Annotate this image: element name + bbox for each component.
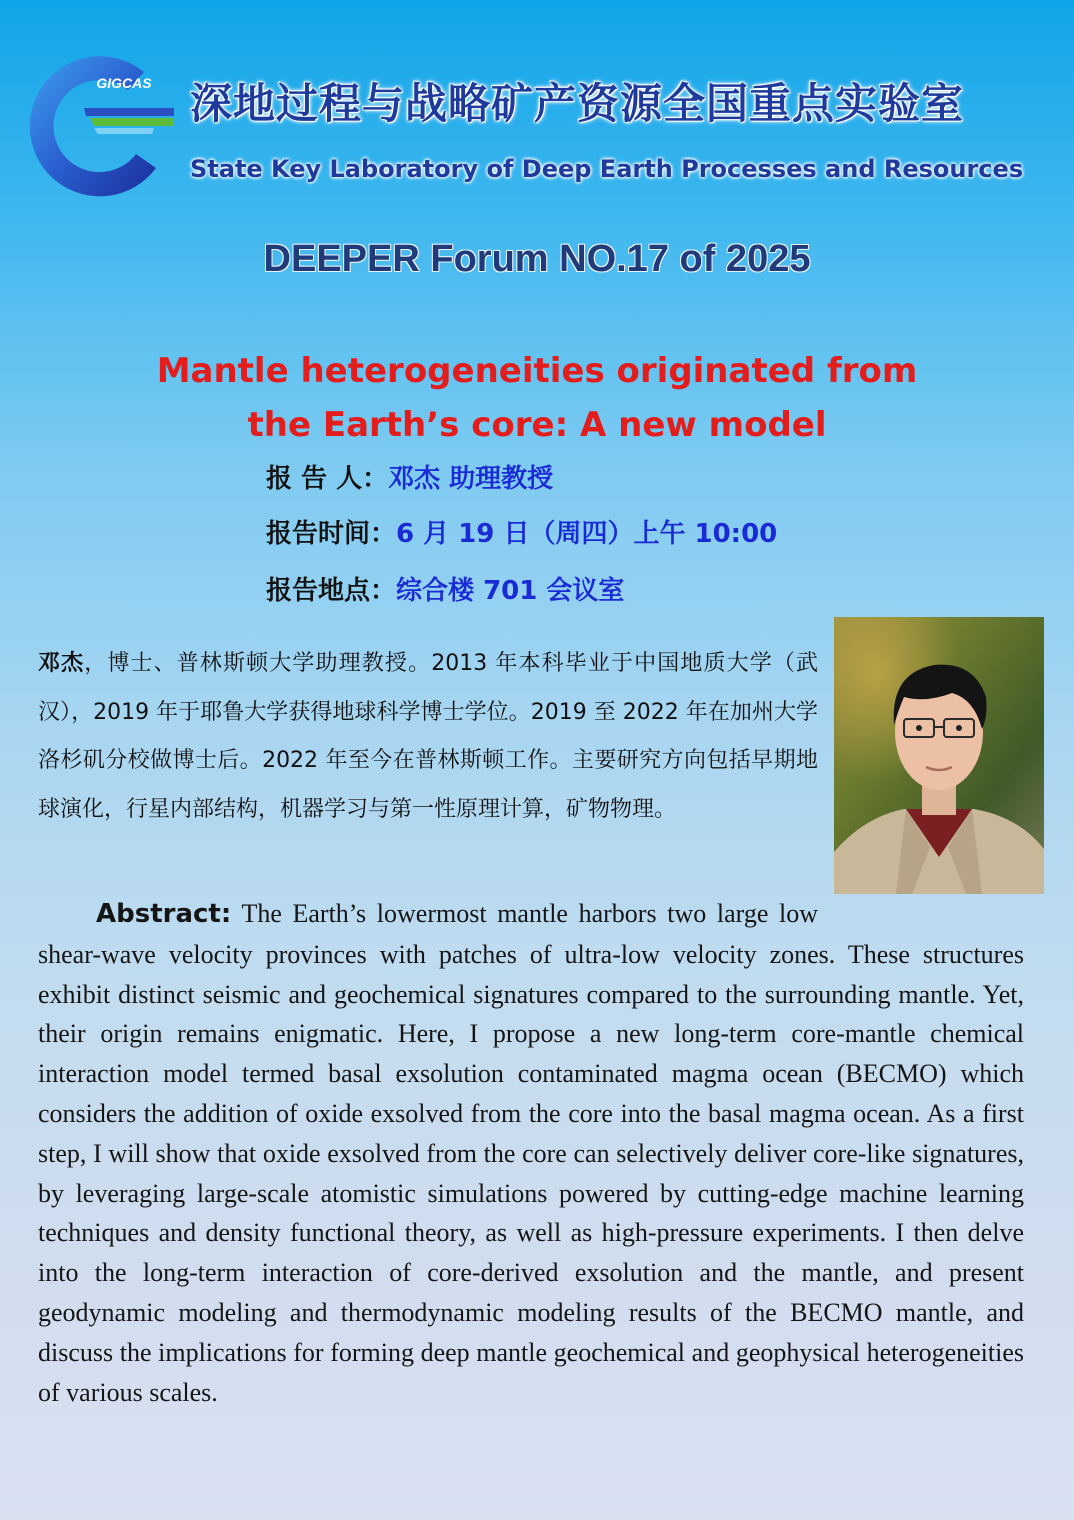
time-row — [266, 510, 777, 558]
institute-logo — [24, 50, 184, 200]
speaker-label: 报 告 人： — [266, 464, 389, 494]
bio-name: 邓杰 — [38, 651, 85, 676]
abstract — [38, 894, 1024, 1412]
logo-text: GIGCAS — [96, 75, 152, 91]
place-row — [266, 567, 624, 615]
photo-float-spacer — [818, 894, 1024, 930]
time-label: 报告时间： — [266, 519, 397, 549]
speaker-row — [266, 455, 553, 503]
speaker-photo — [834, 617, 1044, 894]
lab-name-english: State Key Laboratory of Deep Earth Processes and Resources — [190, 155, 1024, 183]
speaker-bio — [38, 640, 818, 834]
place-label: 报告地点： — [266, 576, 397, 606]
forum-title: DEEPER Forum NO.17 of 2025 — [263, 238, 811, 280]
abstract-text: The Earth’s lowermost mantle harbors two large low shear-wave velocity provinces with patches of ultra-low velocity zones. These structures exhibit distinct seismic and geochemical signatures compared to the surrounding mantle. Yet, their origin remains enigmatic. Here, I propose a new long-term core-mantle chemical interaction model termed basal exsolution contaminated magma ocean (BECMO) which considers the addition of oxide exsolved from the core into the basal magma ocean. As a first step, I will show that oxide exsolved from the core can selectively deliver core-like signatures, by leveraging large-scale atomistic simulations powered by cutting-edge machine learning techniques and density functional theory, as well as high-pressure experiments. I then delve into the long-term interaction of core-derived exsolution and the mantle, and present geodynamic modeling and thermodynamic modeling results of the BECMO mantle, and discuss the implications for forming deep mantle geochemical and geophysical heterogeneities of various scales. — [38, 899, 1024, 1407]
talk-title-line-2: the Earth’s core: A new model — [247, 405, 827, 445]
lab-name-chinese: 深地过程与战略矿产资源全国重点实验室 — [190, 79, 965, 128]
place-value: 综合楼 701 会议室 — [396, 576, 625, 606]
speaker-value: 邓杰 助理教授 — [388, 464, 554, 494]
time-value: 6 月 19 日（周四）上午 10:00 — [396, 519, 778, 549]
talk-title-line-1: Mantle heterogeneities originated from — [156, 351, 918, 391]
abstract-label: Abstract: — [96, 899, 232, 929]
bio-text: ，博士、普林斯顿大学助理教授。2013 年本科毕业于中国地质大学（武汉），2019 年于耶鲁大学获得地球科学博士学位。2019 至 2022 年在加州大学洛杉矶分校做博士后。2022 年至今在普林斯顿工作。主要研究方向包括早期地球演化，行星内部结构，机器学习与第一性原理计算，矿物物理。 — [38, 651, 818, 822]
